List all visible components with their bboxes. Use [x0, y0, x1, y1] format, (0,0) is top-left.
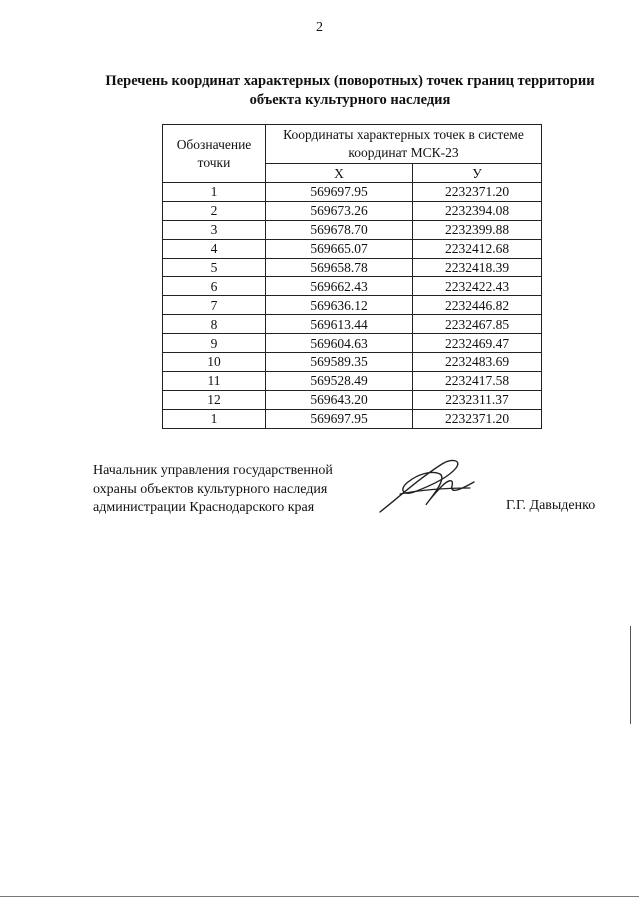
cell-point: 6 [163, 277, 266, 296]
cell-point: 12 [163, 390, 266, 409]
cell-point: 10 [163, 353, 266, 372]
cell-y: 2232446.82 [413, 296, 542, 315]
table-row [163, 239, 542, 258]
table-row [163, 315, 542, 334]
header-point-line-2: точки [197, 154, 231, 170]
table-row [163, 220, 542, 239]
cell-point: 1 [163, 409, 266, 428]
table-row [163, 183, 542, 202]
cell-point: 9 [163, 334, 266, 353]
table-row [163, 334, 542, 353]
scan-edge-mark [630, 626, 631, 724]
signatory-name: Г.Г. Давыденко [506, 498, 596, 513]
table-row [163, 353, 542, 372]
cell-y: 2232417.58 [413, 371, 542, 390]
cell-point: 2 [163, 201, 266, 220]
cell-x: 569697.95 [266, 409, 413, 428]
table-row [163, 201, 542, 220]
table-row [163, 409, 542, 428]
cell-point: 11 [163, 371, 266, 390]
cell-point: 4 [163, 239, 266, 258]
cell-y: 2232418.39 [413, 258, 542, 277]
cell-x: 569678.70 [266, 220, 413, 239]
cell-x: 569613.44 [266, 315, 413, 334]
cell-y: 2232422.43 [413, 277, 542, 296]
document-title-line-1: Перечень координат характерных (поворотных) точек границ территории [105, 73, 595, 89]
cell-x: 569643.20 [266, 390, 413, 409]
document-title [60, 72, 639, 110]
scan-bottom-edge [0, 896, 639, 897]
cell-point: 7 [163, 296, 266, 315]
header-coordinate-system [266, 125, 542, 164]
cell-y: 2232311.37 [413, 390, 542, 409]
cell-x: 569658.78 [266, 258, 413, 277]
cell-point: 3 [163, 220, 266, 239]
cell-point: 8 [163, 315, 266, 334]
header-system-line-1: Координаты характерных точек в системе [283, 127, 524, 142]
cell-y: 2232371.20 [413, 183, 542, 202]
handwritten-signature [370, 456, 480, 516]
document-title-line-2: объекта культурного наследия [249, 92, 451, 108]
coordinates-table [162, 124, 542, 429]
cell-point: 1 [163, 183, 266, 202]
header-system-line-2: координат МСК-23 [348, 145, 459, 160]
cell-y: 2232371.20 [413, 409, 542, 428]
cell-x: 569665.07 [266, 239, 413, 258]
signatory-line-2: охраны объектов культурного наследия [93, 481, 328, 497]
table-row [163, 371, 542, 390]
cell-y: 2232483.69 [413, 353, 542, 372]
cell-x: 569604.63 [266, 334, 413, 353]
header-x: X [266, 164, 413, 183]
header-point-line-1: Обозначение [176, 136, 252, 152]
signatory-line-1: Начальник управления государственной [93, 463, 333, 478]
table-row [163, 296, 542, 315]
signatory-line-3: администрации Краснодарского края [93, 500, 315, 515]
cell-y: 2232399.88 [413, 220, 542, 239]
table-row [163, 390, 542, 409]
header-y: У [413, 164, 542, 183]
cell-x: 569589.35 [266, 353, 413, 372]
cell-x: 569636.12 [266, 296, 413, 315]
header-point-designation [163, 125, 266, 183]
cell-x: 569697.95 [266, 183, 413, 202]
signatory-position [93, 462, 333, 518]
cell-y: 2232469.47 [413, 334, 542, 353]
page-number: 2 [316, 20, 323, 35]
coordinates-table-body [163, 183, 542, 429]
cell-y: 2232467.85 [413, 315, 542, 334]
table-row [163, 277, 542, 296]
cell-point: 5 [163, 258, 266, 277]
cell-y: 2232394.08 [413, 201, 542, 220]
cell-x: 569673.26 [266, 201, 413, 220]
cell-x: 569662.43 [266, 277, 413, 296]
cell-y: 2232412.68 [413, 239, 542, 258]
cell-x: 569528.49 [266, 371, 413, 390]
table-row [163, 258, 542, 277]
